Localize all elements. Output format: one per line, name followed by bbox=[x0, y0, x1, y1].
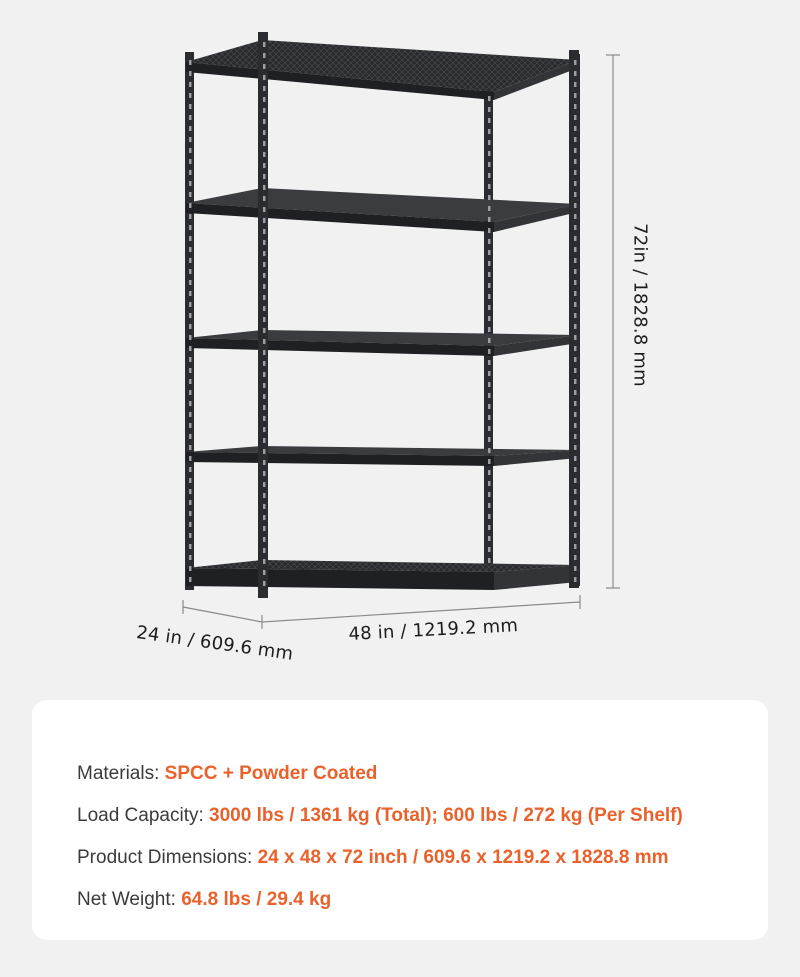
post-hole bbox=[189, 467, 192, 472]
post-hole bbox=[189, 489, 192, 494]
post-hole bbox=[263, 372, 266, 377]
post-hole bbox=[488, 96, 491, 101]
post-hole bbox=[263, 108, 266, 113]
back-left-post bbox=[185, 52, 194, 590]
post-hole bbox=[189, 346, 192, 351]
post-hole bbox=[189, 511, 192, 516]
post-hole bbox=[189, 357, 192, 362]
spec-row-materials bbox=[77, 763, 377, 785]
post-hole bbox=[488, 272, 491, 277]
post-hole bbox=[574, 434, 577, 439]
post-hole bbox=[189, 236, 192, 241]
height-dimension-line bbox=[606, 55, 620, 588]
post-hole bbox=[574, 269, 577, 274]
post-hole bbox=[189, 566, 192, 571]
post-hole bbox=[189, 203, 192, 208]
width-dimension-line bbox=[262, 595, 580, 622]
post-hole bbox=[263, 317, 266, 322]
post-hole bbox=[189, 368, 192, 373]
post-hole bbox=[189, 269, 192, 274]
shelf-5 bbox=[186, 560, 578, 590]
post-hole bbox=[263, 251, 266, 256]
post-hole bbox=[488, 206, 491, 211]
post-hole bbox=[574, 324, 577, 329]
post-hole bbox=[189, 137, 192, 142]
post-hole bbox=[263, 185, 266, 190]
post-hole bbox=[189, 456, 192, 461]
post-hole bbox=[189, 280, 192, 285]
post-hole bbox=[263, 449, 266, 454]
post-hole bbox=[574, 93, 577, 98]
post-hole bbox=[263, 295, 266, 300]
spec-label: Net Weight: bbox=[77, 889, 176, 910]
post-hole bbox=[488, 195, 491, 200]
post-hole bbox=[574, 467, 577, 472]
shelf-2 bbox=[186, 188, 578, 232]
post-hole bbox=[488, 316, 491, 321]
post-hole bbox=[574, 423, 577, 428]
post-hole bbox=[488, 349, 491, 354]
post-hole bbox=[263, 416, 266, 421]
post-hole bbox=[488, 492, 491, 497]
post-hole bbox=[263, 75, 266, 80]
post-hole bbox=[574, 555, 577, 560]
shelf-4 bbox=[186, 446, 578, 466]
post-hole bbox=[263, 570, 266, 575]
post-hole bbox=[574, 544, 577, 549]
post-hole bbox=[263, 130, 266, 135]
post-hole bbox=[574, 225, 577, 230]
post-hole bbox=[263, 207, 266, 212]
post-hole bbox=[189, 302, 192, 307]
post-hole bbox=[574, 104, 577, 109]
post-hole bbox=[488, 294, 491, 299]
post-hole bbox=[574, 214, 577, 219]
post-hole bbox=[574, 280, 577, 285]
post-hole bbox=[263, 460, 266, 465]
post-hole bbox=[263, 174, 266, 179]
post-hole bbox=[574, 379, 577, 384]
post-hole bbox=[574, 533, 577, 538]
post-hole bbox=[189, 214, 192, 219]
post-hole bbox=[189, 104, 192, 109]
post-hole bbox=[263, 482, 266, 487]
post-hole bbox=[574, 478, 577, 483]
post-hole bbox=[263, 306, 266, 311]
post-hole bbox=[574, 71, 577, 76]
post-hole bbox=[574, 60, 577, 65]
post-hole bbox=[189, 82, 192, 87]
post-hole bbox=[263, 42, 266, 47]
post-hole bbox=[263, 493, 266, 498]
post-hole bbox=[488, 228, 491, 233]
post-hole bbox=[574, 577, 577, 582]
post-hole bbox=[574, 291, 577, 296]
post-hole bbox=[263, 152, 266, 157]
post-hole bbox=[189, 390, 192, 395]
post-hole bbox=[574, 148, 577, 153]
post-hole bbox=[189, 93, 192, 98]
post-hole bbox=[263, 548, 266, 553]
post-hole bbox=[488, 107, 491, 112]
post-hole bbox=[488, 382, 491, 387]
post-hole bbox=[263, 515, 266, 520]
post-hole bbox=[189, 115, 192, 120]
post-hole bbox=[189, 445, 192, 450]
front-left-post bbox=[258, 32, 268, 598]
post-hole bbox=[263, 526, 266, 531]
post-hole bbox=[189, 577, 192, 582]
post-hole bbox=[574, 357, 577, 362]
post-hole bbox=[263, 53, 266, 58]
post-hole bbox=[488, 503, 491, 508]
post-hole bbox=[488, 338, 491, 343]
post-hole bbox=[574, 302, 577, 307]
post-hole bbox=[574, 159, 577, 164]
post-hole bbox=[574, 412, 577, 417]
post-hole bbox=[488, 448, 491, 453]
post-hole bbox=[189, 434, 192, 439]
post-hole bbox=[574, 368, 577, 373]
post-hole bbox=[574, 489, 577, 494]
height-dimension-label: 72in / 1828.8 mm bbox=[629, 223, 651, 387]
post-hole bbox=[263, 163, 266, 168]
post-hole bbox=[263, 537, 266, 542]
post-hole bbox=[263, 350, 266, 355]
post-hole bbox=[189, 247, 192, 252]
post-hole bbox=[488, 360, 491, 365]
post-hole bbox=[263, 504, 266, 509]
post-hole bbox=[488, 404, 491, 409]
post-hole bbox=[263, 471, 266, 476]
post-hole bbox=[488, 239, 491, 244]
post-hole bbox=[488, 459, 491, 464]
spec-label: Load Capacity: bbox=[77, 805, 204, 826]
post-hole bbox=[488, 250, 491, 255]
post-hole bbox=[189, 324, 192, 329]
post-hole bbox=[263, 328, 266, 333]
post-hole bbox=[189, 412, 192, 417]
post-hole bbox=[263, 218, 266, 223]
post-hole bbox=[263, 97, 266, 102]
post-hole bbox=[488, 415, 491, 420]
post-hole bbox=[263, 361, 266, 366]
post-hole bbox=[574, 192, 577, 197]
post-hole bbox=[488, 118, 491, 123]
post-hole bbox=[488, 151, 491, 156]
post-hole bbox=[189, 379, 192, 384]
post-hole bbox=[574, 500, 577, 505]
post-hole bbox=[189, 555, 192, 560]
post-hole bbox=[488, 140, 491, 145]
post-hole bbox=[488, 184, 491, 189]
post-hole bbox=[189, 335, 192, 340]
post-hole bbox=[488, 547, 491, 552]
post-hole bbox=[488, 426, 491, 431]
post-hole bbox=[263, 438, 266, 443]
post-hole bbox=[488, 437, 491, 442]
post-hole bbox=[189, 500, 192, 505]
post-hole bbox=[488, 261, 491, 266]
specifications-card bbox=[32, 700, 768, 940]
post-hole bbox=[189, 71, 192, 76]
post-hole bbox=[263, 64, 266, 69]
post-hole bbox=[189, 291, 192, 296]
spec-row-net-weight bbox=[77, 889, 331, 911]
spec-label: Product Dimensions: bbox=[77, 847, 253, 868]
post-hole bbox=[488, 217, 491, 222]
post-hole bbox=[263, 229, 266, 234]
post-hole bbox=[574, 401, 577, 406]
post-hole bbox=[263, 383, 266, 388]
post-hole bbox=[574, 445, 577, 450]
post-hole bbox=[263, 405, 266, 410]
spec-label: Materials: bbox=[77, 763, 160, 784]
post-hole bbox=[488, 470, 491, 475]
post-hole bbox=[263, 240, 266, 245]
post-hole bbox=[189, 181, 192, 186]
post-hole bbox=[574, 137, 577, 142]
post-hole bbox=[263, 86, 266, 91]
post-hole bbox=[263, 559, 266, 564]
post-hole bbox=[263, 394, 266, 399]
post-hole bbox=[574, 390, 577, 395]
post-hole bbox=[488, 162, 491, 167]
post-hole bbox=[574, 511, 577, 516]
post-hole bbox=[488, 558, 491, 563]
post-hole bbox=[189, 313, 192, 318]
post-hole bbox=[263, 119, 266, 124]
post-hole bbox=[574, 346, 577, 351]
post-hole bbox=[574, 247, 577, 252]
post-holes bbox=[189, 40, 577, 588]
post-hole bbox=[488, 393, 491, 398]
post-hole bbox=[574, 203, 577, 208]
post-hole bbox=[263, 427, 266, 432]
post-hole bbox=[574, 82, 577, 87]
post-hole bbox=[574, 335, 577, 340]
spec-value: 24 x 48 x 72 inch / 609.6 x 1219.2 x 1828.8 mm bbox=[257, 847, 669, 868]
post-hole bbox=[189, 544, 192, 549]
post-hole bbox=[263, 284, 266, 289]
depth-dimension-line bbox=[183, 600, 262, 629]
spec-row-load-capacity bbox=[77, 805, 683, 827]
post-hole bbox=[488, 481, 491, 486]
width-dimension-label: 48 in / 1219.2 mm bbox=[348, 615, 519, 645]
post-hole bbox=[488, 525, 491, 530]
post-hole bbox=[189, 126, 192, 131]
post-hole bbox=[189, 170, 192, 175]
post-hole bbox=[574, 522, 577, 527]
post-hole bbox=[263, 262, 266, 267]
post-hole bbox=[574, 566, 577, 571]
post-hole bbox=[574, 258, 577, 263]
post-hole bbox=[574, 313, 577, 318]
post-hole bbox=[263, 339, 266, 344]
post-hole bbox=[263, 581, 266, 586]
spec-value: 3000 lbs / 1361 kg (Total); 600 lbs / 272 kg (Per Shelf) bbox=[209, 805, 683, 826]
post-hole bbox=[189, 60, 192, 65]
post-hole bbox=[488, 283, 491, 288]
post-hole bbox=[189, 258, 192, 263]
post-hole bbox=[189, 478, 192, 483]
post-hole bbox=[574, 170, 577, 175]
post-hole bbox=[189, 423, 192, 428]
post-hole bbox=[488, 536, 491, 541]
post-hole bbox=[189, 533, 192, 538]
post-hole bbox=[189, 148, 192, 153]
post-hole bbox=[189, 522, 192, 527]
post-hole bbox=[574, 236, 577, 241]
post-hole bbox=[574, 126, 577, 131]
post-hole bbox=[488, 327, 491, 332]
spec-value: SPCC + Powder Coated bbox=[164, 763, 378, 784]
spec-row-product-dimensions bbox=[77, 847, 669, 869]
post-hole bbox=[189, 159, 192, 164]
post-hole bbox=[263, 196, 266, 201]
post-hole bbox=[488, 129, 491, 134]
post-hole bbox=[488, 305, 491, 310]
post-hole bbox=[189, 225, 192, 230]
post-hole bbox=[189, 192, 192, 197]
post-hole bbox=[488, 514, 491, 519]
shelf-1 bbox=[186, 40, 578, 100]
post-hole bbox=[263, 273, 266, 278]
post-hole bbox=[574, 181, 577, 186]
post-hole bbox=[574, 115, 577, 120]
post-hole bbox=[488, 173, 491, 178]
spec-value: 64.8 lbs / 29.4 kg bbox=[181, 889, 332, 910]
post-hole bbox=[263, 141, 266, 146]
shelf-3 bbox=[186, 330, 578, 356]
post-hole bbox=[488, 371, 491, 376]
depth-dimension-label: 24 in / 609.6 mm bbox=[135, 622, 295, 665]
post-hole bbox=[574, 456, 577, 461]
post-hole bbox=[189, 401, 192, 406]
